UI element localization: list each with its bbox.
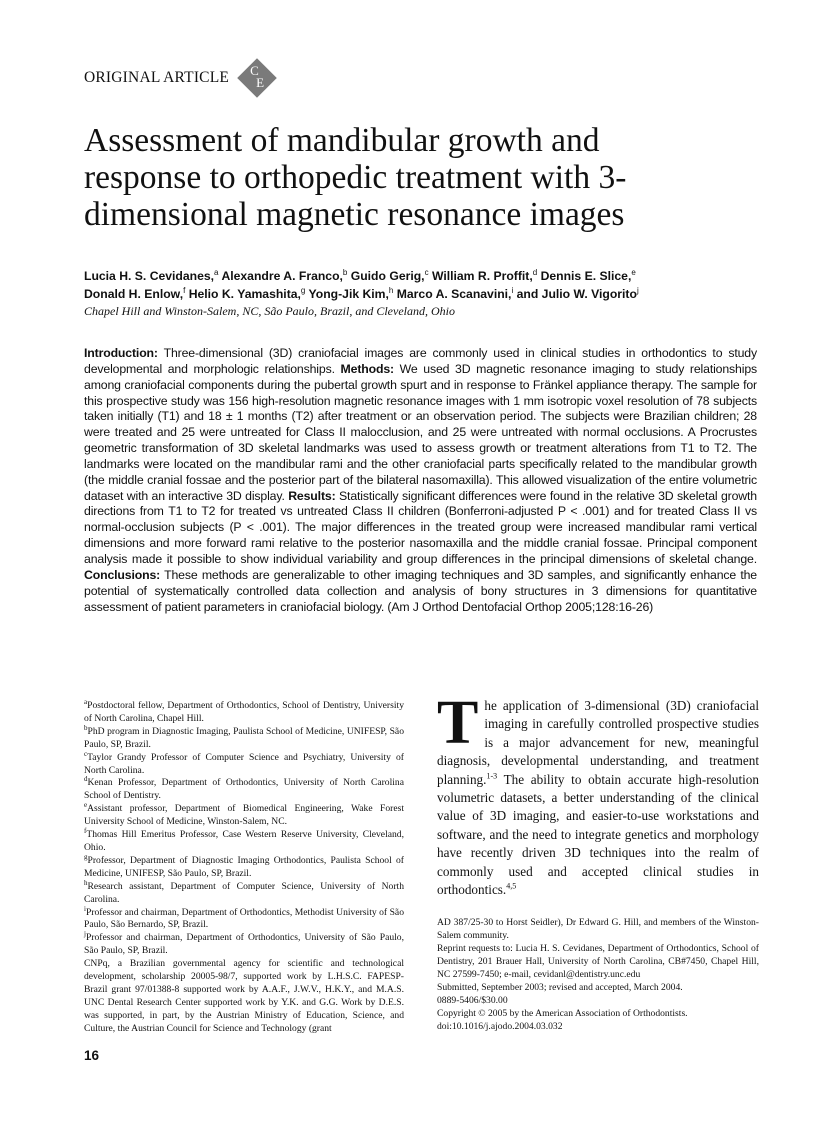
abstract-text: Three-dimensional (3D) craniofacial images are commonly used in clinical studies in orthodontics to study developmental and morphologic relationships.	[84, 346, 757, 376]
right-column	[437, 689, 759, 1034]
author-affiliation-mark: i	[511, 285, 514, 295]
abstract	[84, 346, 757, 615]
abstract-heading: Introduction:	[84, 346, 158, 360]
author-name: Yong-Jik Kim,	[308, 287, 389, 301]
author	[397, 287, 513, 301]
logo-letter-c: C	[250, 63, 259, 78]
author-affiliation-mark: e	[631, 267, 636, 277]
footnote-mark: a	[84, 697, 88, 706]
affiliation-footnotes	[84, 697, 404, 1036]
footnote	[84, 958, 404, 1035]
footnote-mark: h	[84, 878, 88, 887]
footnote-mark: f	[84, 826, 87, 835]
publication-note: AD 387/25-30 to Horst Seidler), Dr Edward G. Hill, and members of the Winston-Salem community.	[437, 917, 759, 942]
author-list	[84, 267, 764, 303]
footnote-mark: i	[84, 904, 86, 913]
publication-note: doi:10.1016/j.ajodo.2004.03.032	[437, 1020, 563, 1032]
author-affiliation-mark: d	[532, 267, 538, 277]
title-block	[84, 122, 764, 615]
author-name: Alexandre A. Franco,	[221, 269, 343, 283]
left-column	[84, 697, 404, 1064]
footnote-text: Kenan Professor, Department of Orthodontics, University of North Carolina School of Dentistry.	[84, 777, 404, 802]
author-name: Guido Gerig,	[350, 269, 425, 283]
ce-logo	[237, 58, 277, 98]
author	[351, 269, 429, 283]
abstract-heading: Conclusions:	[84, 567, 161, 582]
author-affiliation-mark: g	[300, 285, 306, 295]
footnote	[84, 803, 404, 829]
logo-letter-e: E	[256, 75, 265, 90]
footnote-text: Professor and chairman, Department of Orthodontics, Methodist University of São Paulo, São Bernardo, SP, Brazil.	[84, 906, 404, 931]
footnote	[84, 932, 404, 958]
footnote	[84, 904, 404, 933]
author-affiliation-mark: f	[183, 285, 186, 295]
section-label: ORIGINAL ARTICLE	[84, 69, 230, 86]
footnote-mark: c	[84, 749, 88, 758]
author-name: Lucia H. S. Cevidanes,	[84, 269, 215, 283]
author	[221, 269, 347, 283]
footnote	[84, 697, 404, 726]
footnote-mark: g	[84, 852, 88, 861]
author	[189, 287, 306, 301]
author	[541, 269, 636, 283]
author-name: Helio K. Yamashita,	[188, 287, 301, 301]
abstract-heading: Results:	[288, 488, 336, 503]
author-name: and Julio W. Vigorito	[516, 287, 637, 301]
author	[84, 287, 185, 301]
footnote	[84, 878, 404, 907]
footnote-mark: d	[84, 775, 88, 784]
author-affiliation-mark: h	[388, 285, 394, 295]
author-affiliation-line: Chapel Hill and Winston-Salem, NC, São Paulo, Brazil, and Cleveland, Ohio	[84, 304, 455, 318]
footnote-text: Professor and chairman, Department of Orthodontics, University of São Paulo, São Paulo, SP, Brazil.	[84, 932, 404, 957]
footnote-mark: e	[84, 801, 88, 810]
publication-note: Copyright © 2005 by the American Association of Orthodontists.	[437, 1007, 688, 1019]
author-line	[84, 285, 764, 303]
footnote-text: Postdoctoral fellow, Department of Orthodontics, School of Dentistry, University of North Carolina, Chapel Hill.	[84, 700, 404, 724]
publication-note: 0889-5406/$30.00	[437, 994, 508, 1006]
publication-note: Submitted, September 2003; revised and accepted, March 2004.	[437, 982, 683, 993]
author-affiliation-mark: c	[424, 267, 429, 277]
author	[432, 269, 537, 283]
footnote-text: Thomas Hill Emeritus Professor, Case Western Reserve University, Cleveland, Ohio.	[84, 829, 404, 853]
citation-ref[interactable]: 1-3	[486, 771, 498, 781]
article-title: Assessment of mandibular growth and response to orthopedic treatment with 3-dimensional magnetic resonance images	[84, 122, 627, 233]
author	[84, 269, 219, 283]
footnote-text: Professor, Department of Diagnostic Imaging Orthodontics, Paulista School of Medicine, UNIFESP, São Paulo, SP, Brazil.	[84, 854, 404, 879]
author-name: William R. Proffit,	[431, 269, 533, 283]
author-name: Donald H. Enlow,	[84, 287, 184, 301]
footnote	[84, 777, 404, 803]
footnote-text: Taylor Grandy Professor of Computer Science and Psychiatry, University of North Carolina.	[84, 751, 404, 776]
drop-cap: T	[437, 689, 479, 757]
author-line	[84, 267, 764, 285]
author-affiliation-mark: j	[636, 285, 639, 295]
author-affiliation-mark: a	[214, 267, 219, 277]
body-text-part: he application of 3-dimensional (3D) craniofacial imaging in carefully controlled prospective studies is a major advancement for new, meaningful diagnosis, developmental understanding, and treatment planning.	[437, 698, 759, 787]
publication-notes	[437, 917, 759, 1033]
abstract-heading: Methods:	[340, 361, 394, 376]
author-affiliation-mark: b	[342, 267, 348, 277]
footnote	[84, 723, 404, 752]
author	[309, 287, 394, 301]
footnote-text: PhD program in Diagnostic Imaging, Paulista School of Medicine, UNIFESP, São Paulo, SP, Brazil.	[84, 725, 404, 750]
footnote-mark: b	[84, 723, 88, 732]
abstract-text: These methods are generalizable to other imaging techniques and 3D samples, and significantly enhance the potential of systematically controlled data collection and analysis of bony structures in 3 dimensions for quantitative assessment of patient parameters in craniofacial biology. (Am J Orthod Dentofacial Orthop 2005;128:16-26)	[84, 567, 757, 614]
abstract-text: We used 3D magnetic resonance imaging to study relationships among craniofacial components during the pubertal growth spurt and in response to Fränkel appliance therapy. The sample for this prospective study was 156 high-resolution magnetic resonance images with 1 mm isotropic voxel resolution of 78 subjects taken initially (T1) and 18 ± 1 months (T2) after treatment or an observation period. The subjects were Brazilian children; 28 were treated and 25 were untreated for Class II malocclusion, and 25 were untreated with normal occlusions. A Procrustes geometric transformation of 3D skeletal landmarks was used to assess growth or treatment alterations from T1 to T2. The landmarks were located on the mandibular rami and the other craniofacial parts specifically related to the mandibular growth (the middle cranial fossae and the posterior part of the bilateral nasomaxilla). This allowed visualization of the entire volumetric dataset with an interactive 3D display.	[84, 361, 758, 503]
footnote	[84, 749, 404, 778]
author	[517, 287, 639, 301]
footnote-mark: j	[84, 930, 86, 939]
abstract-text: Statistically significant differences were found in the relative 3D skeletal growth directions from T1 to T2 for treated vs untreated Class II children (Bonferroni-adjusted P < .001) and for treated Class II vs normal-occlusion subjects (P < .001). The major differences in the treated group were increased mandibular rami vertical dimensions and more forward rami relative to the posterior nasomaxilla and the middle cranial fossae. Principal component analysis made it possible to show individual variability and group differences in the principal dimensions of skeletal change.	[84, 488, 757, 566]
body-text	[437, 689, 759, 899]
footnote-text: Research assistant, Department of Computer Science, University of North Carolina.	[84, 880, 404, 905]
publication-note: Reprint requests to: Lucia H. S. Cevidanes, Department of Orthodontics, School of Dentistry, 201 Brauer Hall, University of North Carolina, CB#7450, Chapel Hill, NC 27599-7450; e-mail, cevidanl@dentistry.unc.edu	[437, 943, 759, 981]
author-name: Dennis E. Slice,	[540, 269, 632, 283]
author-name: Marco A. Scanavini,	[396, 287, 512, 301]
article-header	[84, 58, 277, 98]
body-text-part: The ability to obtain accurate high-resolution volumetric datasets, a better understanding of the clinical value of 3D imaging, and easier-to-use workstations and software, and the need to integrate genetics and morphology have recently driven 3D techniques into the realm of commonly used and accepted clinical studies in orthodontics.	[437, 771, 759, 898]
citation-ref[interactable]: 4,5	[506, 881, 517, 891]
footnote	[84, 852, 404, 881]
footnote-text: CNPq, a Brazilian governmental agency for scientific and technological development, scholarship 20005-98/7, supported work by L.H.S.C. FAPESP-Brazil grant 97/01388-8 supported work by A.A.F., J.W.V., H.K.Y., and M.A.S. UNC Dental Research Center supported work by Y.K. and G.G. Work by D.E.S. was supported, in part, by the Austrian Ministry of Education, Science, and Culture, the Austrian Council for Science and Technology (grant	[84, 958, 404, 1034]
footnote	[84, 826, 404, 855]
page-number: 16	[84, 1047, 100, 1063]
footnote-text: Assistant professor, Department of Biomedical Engineering, Wake Forest University School of Medicine, Winston-Salem, NC.	[84, 803, 404, 828]
